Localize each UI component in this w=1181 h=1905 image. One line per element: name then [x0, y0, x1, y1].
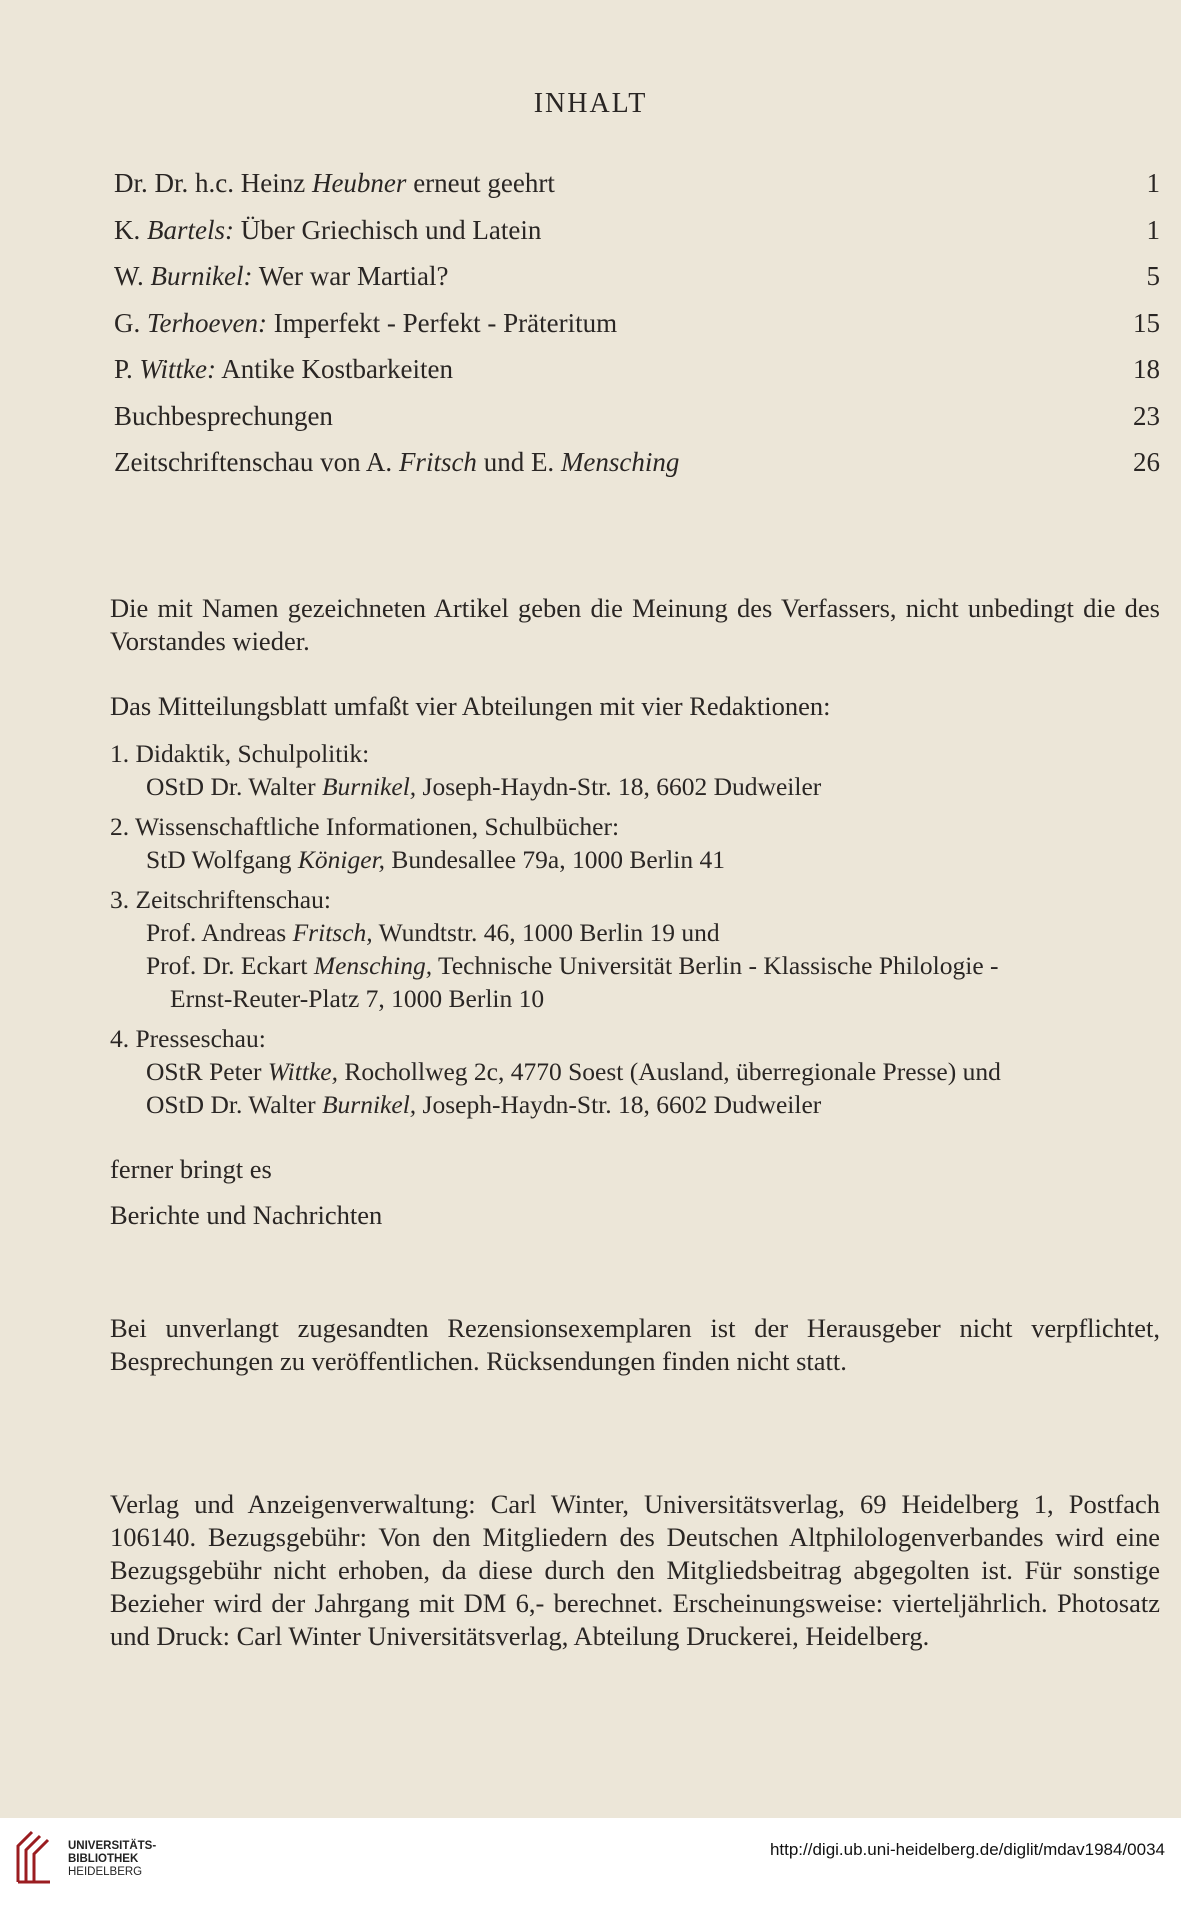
toc-page-number: 5: [1146, 261, 1160, 291]
toc-page-number: 23: [1133, 400, 1160, 431]
toc-page-number: 15: [1133, 307, 1160, 338]
disclaimer-paragraph: Die mit Namen gezeichneten Artikel geben die Meinung des Verfassers, nicht unbedingt die des Vorstandes wieder.: [110, 593, 1160, 656]
source-url-link[interactable]: http://digi.ub.uni-heidelberg.de/diglit/mdav1984/0034: [769, 1840, 1165, 1859]
toc-entry: [114, 215, 1160, 262]
toc-page-number: 1: [1146, 214, 1160, 245]
table-of-contents: [114, 168, 1160, 494]
toc-entry-title: K. Bartels: Über Griechisch und Latein: [114, 214, 542, 245]
department-item: [110, 737, 1160, 803]
editor-line: OStD Dr. Walter Burnikel, Joseph-Haydn-Str. 18, 6602 Dudweiler: [146, 1090, 822, 1119]
departments-list: [110, 737, 1160, 1128]
toc-entry-title: G. Terhoeven: Imperfekt - Perfekt - Präteritum: [114, 307, 618, 338]
toc-entry-title: P. Wittke: Antike Kostbarkeiten: [114, 354, 453, 384]
footer-bar: [0, 1818, 1181, 1905]
toc-entry-title: Dr. Dr. h.c. Heinz Heubner erneut geehrt: [114, 168, 555, 198]
toc-page-number: 26: [1133, 447, 1160, 477]
department-heading: 4. Presseschau:: [110, 1024, 266, 1053]
toc-entry-title: Zeitschriftenschau von A. Fritsch und E. Mensching: [114, 447, 680, 477]
toc-page-number: 1: [1146, 168, 1160, 198]
department-item: [110, 1022, 1160, 1121]
toc-entry: [114, 168, 1160, 215]
toc-entry: [114, 354, 1160, 401]
department-heading: 3. Zeitschriftenschau:: [110, 885, 331, 914]
editor-line: Prof. Andreas Fritsch, Wundtstr. 46, 1000 Berlin 19 und: [146, 918, 720, 947]
department-heading: 1. Didaktik, Schulpolitik:: [110, 739, 370, 768]
library-name: UNIVERSITÄTS- BIBLIOTHEK HEIDELBERG: [68, 1840, 157, 1878]
department-item: [110, 810, 1160, 876]
editor-line: Prof. Dr. Eckart Mensching, Technische Universität Berlin - Klassische Philologie -: [146, 951, 999, 980]
toc-entry: [114, 261, 1160, 308]
editor-address-line: Ernst-Reuter-Platz 7, 1000 Berlin 10: [170, 984, 545, 1013]
department-heading: 2. Wissenschaftliche Informationen, Schulbücher:: [110, 812, 620, 841]
toc-entry-title: Buchbesprechungen: [114, 400, 333, 431]
toc-entry: [114, 401, 1160, 448]
ferner-line: ferner bringt es: [110, 1154, 272, 1184]
review-note-paragraph: Bei unverlangt zugesandten Rezensionsexemplaren ist der Herausgeber nicht verpflichtet, Besprechungen zu veröffentlichen. Rücksendungen finden nicht statt.: [110, 1313, 1160, 1376]
editor-line: StD Wolfgang Königer, Bundesallee 79a, 1000 Berlin 41: [146, 845, 725, 874]
editor-line: OStR Peter Wittke, Rochollweg 2c, 4770 Soest (Ausland, überregionale Presse) und: [146, 1057, 1001, 1086]
library-logo-icon: [14, 1828, 54, 1884]
editor-line: OStD Dr. Walter Burnikel, Joseph-Haydn-Str. 18, 6602 Dudweiler: [146, 772, 822, 801]
departments-intro: Das Mitteilungsblatt umfaßt vier Abteilungen mit vier Redaktionen:: [110, 691, 831, 721]
berichte-line: Berichte und Nachrichten: [110, 1200, 383, 1230]
page-title: INHALT: [533, 88, 648, 119]
department-item: [110, 883, 1160, 1015]
toc-page-number: 18: [1133, 354, 1160, 384]
toc-entry-title: W. Burnikel: Wer war Martial?: [114, 261, 449, 291]
toc-entry: [114, 447, 1160, 494]
publisher-paragraph: Verlag und Anzeigenverwaltung: Carl Winter, Universitätsverlag, 69 Heidelberg 1, Postfach 106140. Bezugsgebühr: Von den Mitgliedern des Deutschen Altphilologenverbandes wird eine Bezugsgebühr nicht erhoben, da diese durch den Mitgliedsbeitrag abgegolten ist. Für sonstige Bezieher wird der Jahrgang mit DM 6,- berechnet. Erscheinungsweise: vierteljährlich. Photosatz und Druck: Carl Winter Universitätsverlag, Abteilung Druckerei, Heidelberg.: [110, 1489, 1160, 1651]
toc-entry: [114, 308, 1160, 355]
